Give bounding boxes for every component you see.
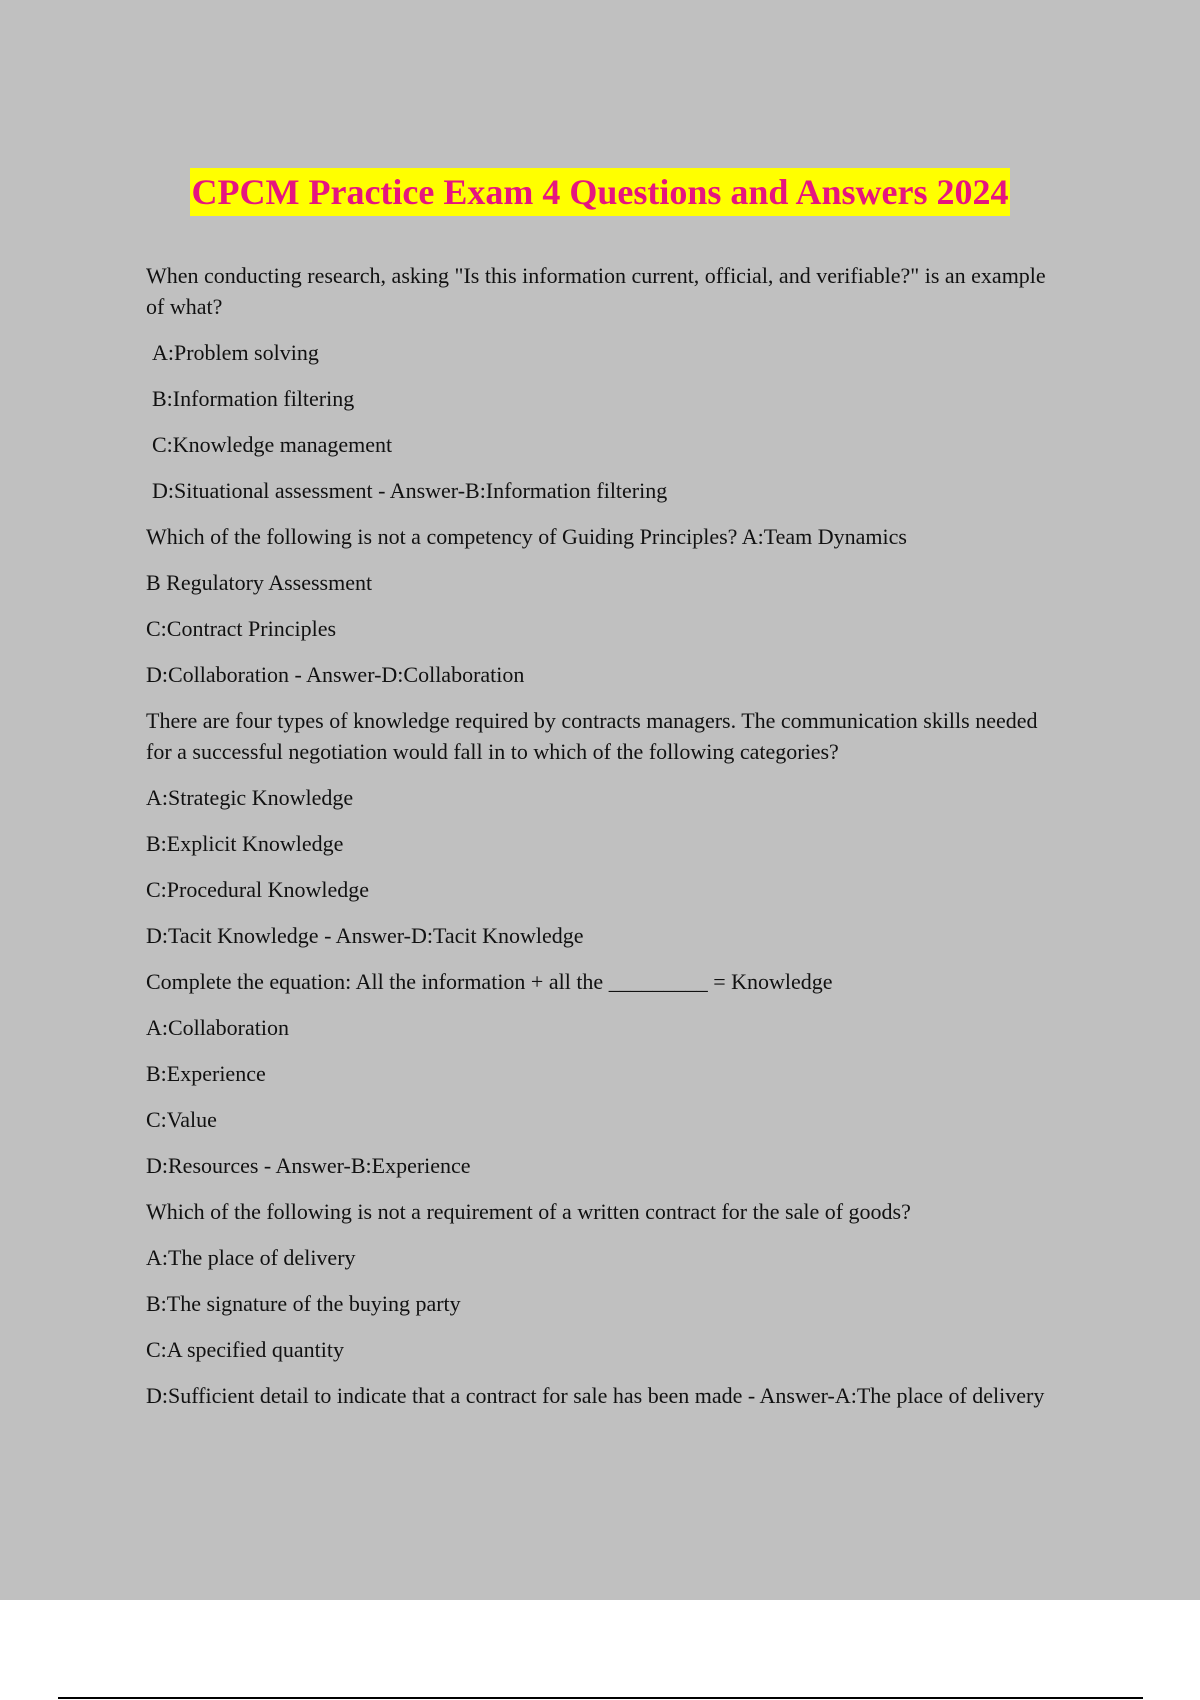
question-5-option-b: B:The signature of the buying party bbox=[146, 1291, 461, 1316]
question-5-option-c: C:A specified quantity bbox=[146, 1337, 344, 1362]
question-3-option-a: A:Strategic Knowledge bbox=[146, 785, 354, 810]
title-container bbox=[0, 168, 1200, 216]
question-1-text: When conducting research, asking "Is this information current, official, and verifiable?" is an example of what? bbox=[146, 263, 1046, 319]
document-title: CPCM Practice Exam 4 Questions and Answers 2024 bbox=[190, 168, 1011, 216]
question-2-option-c: C:Contract Principles bbox=[146, 616, 337, 641]
question-3-text: There are four types of knowledge required by contracts managers. The communication skills needed for a successful negotiation would fall in to which of the following categories? bbox=[146, 708, 1038, 764]
question-5-option-d-answer: D:Sufficient detail to indicate that a contract for sale has been made - Answer-A:The place of delivery bbox=[146, 1383, 1045, 1408]
question-1-option-a: A:Problem solving bbox=[152, 340, 319, 365]
question-5-text: Which of the following is not a requirement of a written contract for the sale of goods? bbox=[146, 1199, 911, 1224]
question-2-option-b: B Regulatory Assessment bbox=[146, 570, 373, 595]
question-2-option-d-answer: D:Collaboration - Answer-D:Collaboration bbox=[146, 662, 525, 687]
question-4-text: Complete the equation: All the information + all the _________ = Knowledge bbox=[146, 969, 833, 994]
question-3-option-b: B:Explicit Knowledge bbox=[146, 831, 344, 856]
bottom-divider bbox=[58, 1697, 1143, 1699]
question-1-option-c: C:Knowledge management bbox=[152, 432, 393, 457]
question-5-option-a: A:The place of delivery bbox=[146, 1245, 356, 1270]
question-3-option-d-answer: D:Tacit Knowledge - Answer-D:Tacit Knowledge bbox=[146, 923, 584, 948]
question-4-option-d-answer: D:Resources - Answer-B:Experience bbox=[146, 1153, 471, 1178]
question-4-option-a: A:Collaboration bbox=[146, 1015, 289, 1040]
question-1-option-b: B:Information filtering bbox=[152, 386, 355, 411]
question-2-text: Which of the following is not a competency of Guiding Principles? A:Team Dynamics bbox=[146, 524, 907, 549]
question-4-option-b: B:Experience bbox=[146, 1061, 266, 1086]
question-3-option-c: C:Procedural Knowledge bbox=[146, 877, 369, 902]
question-1-option-d-answer: D:Situational assessment - Answer-B:Information filtering bbox=[152, 478, 668, 503]
question-4-option-c: C:Value bbox=[146, 1107, 217, 1132]
questions-content bbox=[146, 260, 1066, 1426]
